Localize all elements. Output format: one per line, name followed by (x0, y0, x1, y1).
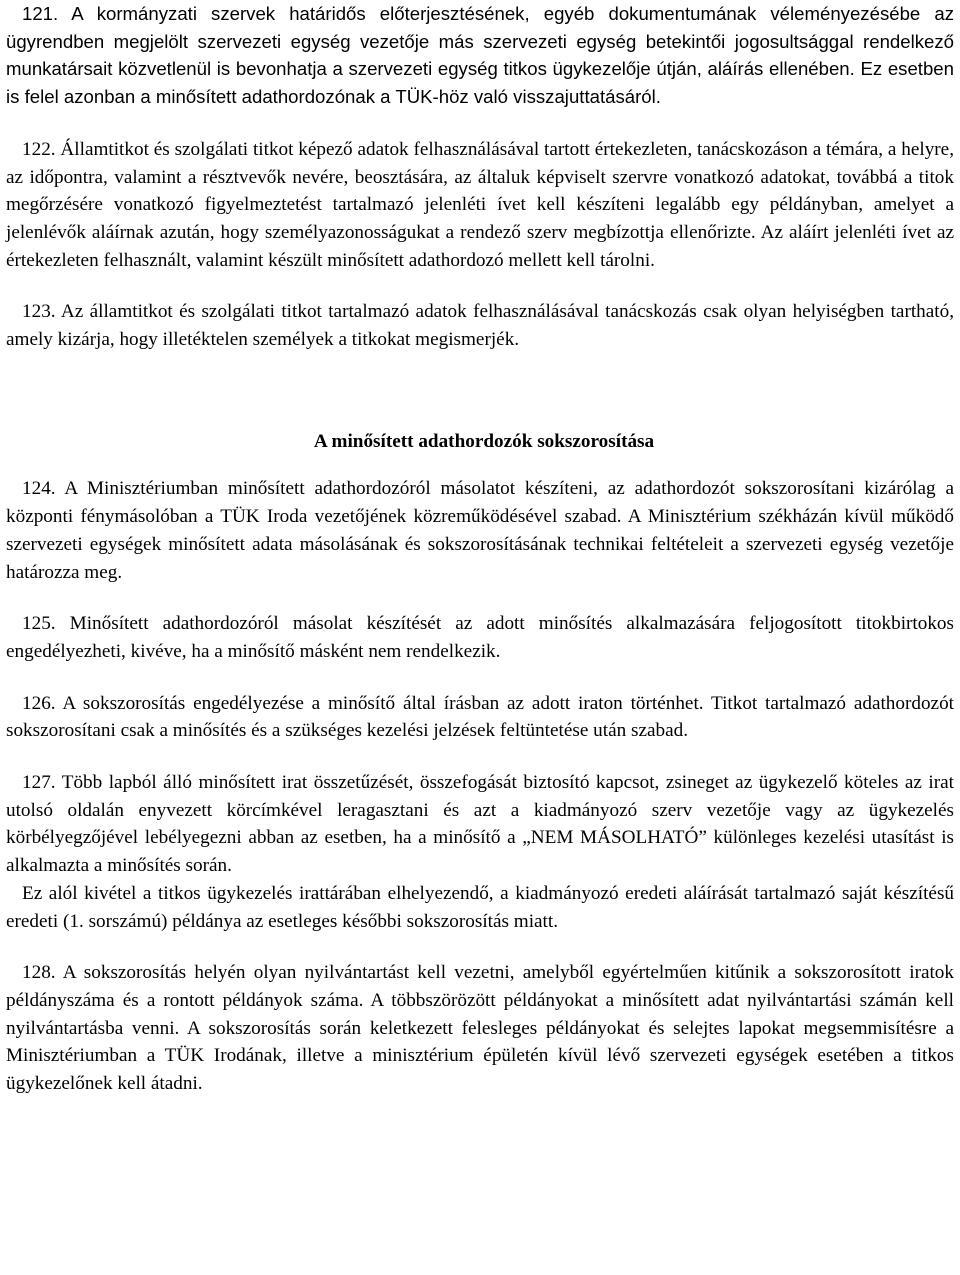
paragraph-123: 123. Az államtitkot és szolgálati titkot tartalmazó adatok felhasználásával tanácskozás csak olyan helyiségben tartható, amely kizárja, hogy illetéktelen személyek a titkokat megismerjék. (6, 301, 954, 351)
paragraph-125: 125. Minősített adathordozóról másolat készítését az adott minősítés alkalmazására feljogosított titokbirtokos engedélyezheti, kivéve, ha a minősítő másként nem rendelkezik. (6, 613, 954, 662)
paragraph-127-continuation: Ez alól kivétel a titkos ügykezelés irattárában elhelyezendő, a kiadmányozó eredeti aláírását tartalmazó saját készítésű eredeti (1. sorszámú) példánya az esetleges későbbi sokszorosítás miatt. (6, 882, 954, 932)
paragraph-124: 124. A Minisztériumban minősített adathordozóról másolatot készíteni, az adathordozót sokszorosítani kizárólag a központi fénymásolóban a TÜK Iroda vezetőjének közreműködésével szabad. A Minisztérium székházán kívül működő szervezeti egységek minősített adata másolásának és sokszorosításának technikai feltételeit a szervezeti egység vezetője határozza meg. (6, 478, 954, 583)
paragraph-122: 122. Államtitkot és szolgálati titkot képező adatok felhasználásával tartott értekezleten, tanácskozáson a témára, a helyre, az időpontra, valamint a résztvevők nevére, beosztására, az általuk képviselt szervre vonatkozó adatokat, továbbá a titok megőrzésére vonatkozó figyelmeztetést tartalmazó jelenléti ívet kell készíteni legalább egy példányban, amelyet a jelenlévők aláírnak azután, hogy személyazonosságukat a rendező szerv megbízottja ellenőrizte. Az aláírt jelenléti ívet az értekezleten felhasznált, valamint készült minősített adathordozó mellett kell tárolni. (6, 138, 954, 271)
paragraph-121: 121. A kormányzati szervek határidős előterjesztésének, egyéb dokumentumának véleményezésébe az ügyrendben megjelölt szervezeti egység vezetője más szervezeti egység betekintői jogosultsággal rendelkező munkatársait közvetlenül is bevonhatja a szervezeti egység titkos ügykezelője útján, aláírás ellenében. Ez esetben is felel azonban a minősített adathordozónak a TÜK-höz való visszajuttatásáról. (6, 3, 954, 108)
section-heading: A minősített adathordozók sokszorosítása (313, 430, 655, 452)
paragraph-128: 128. A sokszorosítás helyén olyan nyilvántartást kell vezetni, amelyből egyértelműen kitűnik a sokszorosított iratok példányszáma és a rontott példányok száma. A többszörözött példányokat a minősített adat nyilvántartási számán kell nyilvántartásba venni. A sokszorosítás során keletkezett felesleges példányokat és selejtes lapokat megsemmisítésre a Minisztériumban a TÜK Irodának, illetve a minisztérium épületén kívül lévő szervezeti egységek esetében a titkos ügykezelőnek kell átadni. (6, 962, 954, 1095)
paragraph-126: 126. A sokszorosítás engedélyezése a minősítő által írásban az adott iraton történhet. Titkot tartalmazó adathordozót sokszorosítani csak a minősítés és a szükséges kezelési jelzések feltüntetése után szabad. (6, 692, 954, 742)
paragraph-127: 127. Több lapból álló minősített irat összetűzését, összefogását biztosító kapcsot, zsineget az ügykezelő köteles az irat utolsó oldalán enyvezett körcímkével leragasztani és azt a kiadmányozó szerv vezetője vagy az ügykezelés körbélyegzőjével lebélyegezni abban az esetben, ha a minősítő a „NEM MÁSOLHATÓ” különleges kezelési utasítást is alkalmazta a minősítés során. (6, 772, 954, 877)
document-page (6, 0, 954, 1098)
